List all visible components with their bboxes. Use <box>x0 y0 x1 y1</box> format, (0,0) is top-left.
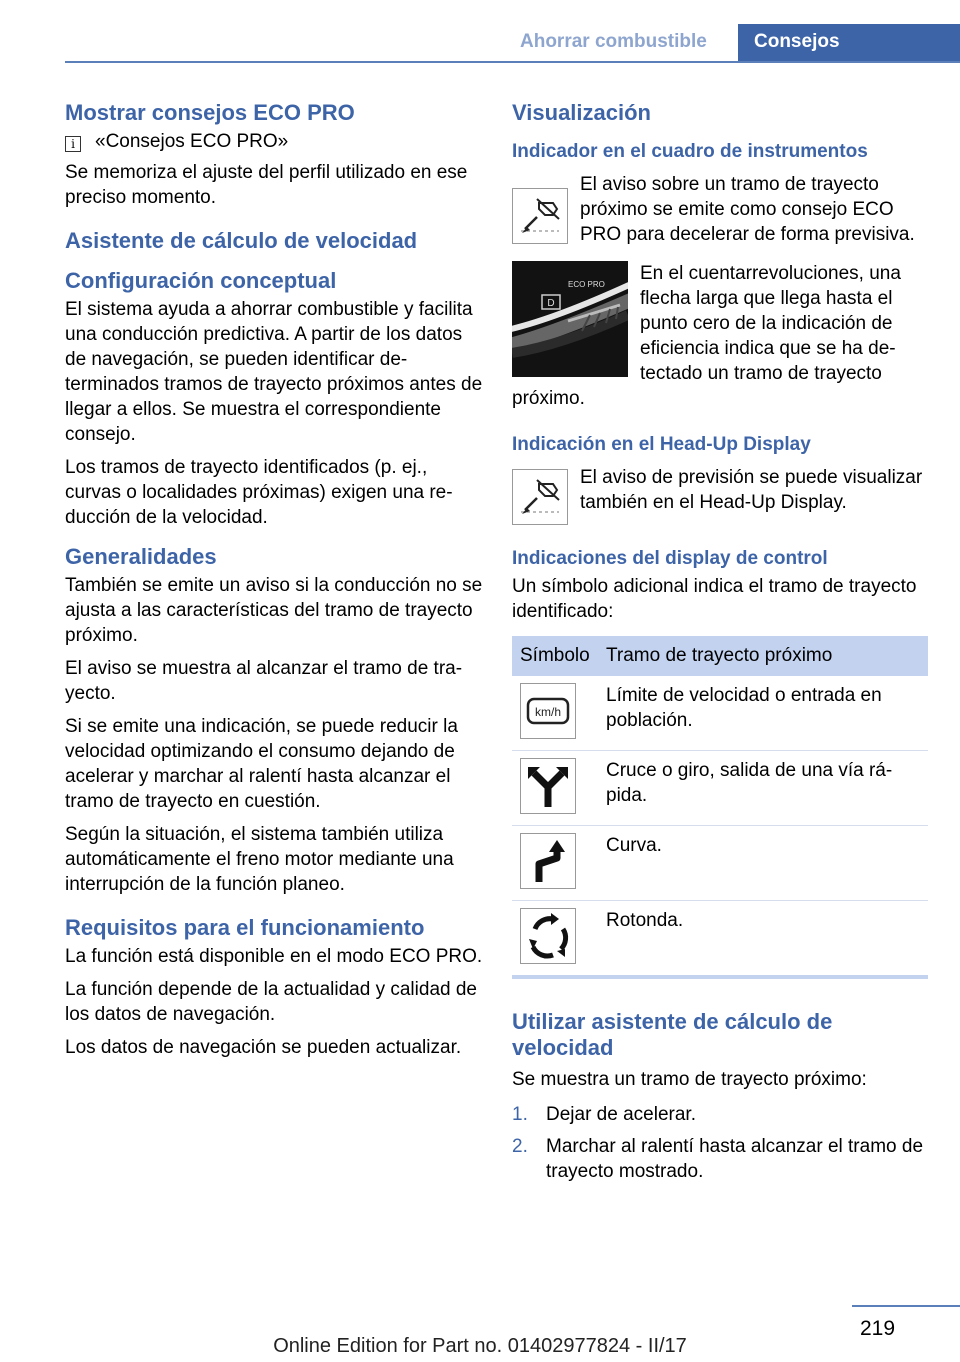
hud-row <box>512 465 928 525</box>
config-paragraph-2: Los tramos de trayecto identificados (p. ej., curvas o localidades próximas) exigen una reducción de la velocidad. <box>65 457 453 528</box>
consejos-menu-line <box>65 129 483 154</box>
list-item: 2. Marchar al ralentí hasta alcanzar el tramo de trayecto mostrado. <box>512 1136 924 1182</box>
general-paragraph-2: El aviso se muestra al alcanzar el tramo de trayecto. <box>65 658 463 704</box>
symbols-table <box>512 636 928 979</box>
table-cell-text: Cruce o giro, salida de una vía rápida. <box>598 751 928 826</box>
gear-indicator: D <box>547 298 555 309</box>
heading-configuracion: Configuración conceptual <box>65 268 337 293</box>
req-paragraph-1: La función está disponible en el modo ECO PRO. <box>65 946 483 967</box>
heading-requisitos: Requisitos para el funcionamiento <box>65 915 425 940</box>
table-cell-text: Límite de velocidad o entrada en población. <box>598 676 928 751</box>
hud-coasting-icon <box>512 469 568 525</box>
junction-fork-icon <box>520 758 576 814</box>
req-paragraph-2: La función depende de la actualidad y calidad de los datos de navegación. <box>65 979 477 1025</box>
right-column <box>512 100 928 1191</box>
table-header-row <box>512 636 928 676</box>
info-button-icon: i <box>65 136 81 152</box>
heading-utilizar: Utilizar asistente de cálculo de velocidad <box>512 1009 833 1060</box>
config-paragraph-1: El sistema ayuda a ahorrar combustible y facilita una conducción predictiva. A partir de los datos de navegación, se pueden identificar determinados tramos de trayecto próximos antes de llegar a ellos. Se muestra el correspondiente consejo. <box>65 299 483 445</box>
table-cell-text: Curva. <box>598 826 928 901</box>
coasting-warning-icon <box>512 188 568 244</box>
cuadro-paragraph-1: El aviso sobre un tramo de trayecto próximo se emite como consejo ECO PRO para decelerar de forma previsiva. <box>580 174 915 245</box>
curve-arrow-icon <box>520 833 576 889</box>
consejos-menu-text: «Consejos ECO PRO» <box>95 131 289 152</box>
svg-text:km/h: km/h <box>534 705 562 719</box>
heading-control: Indicaciones del display de control <box>512 548 828 569</box>
general-paragraph-3: Si se emite una indicación, se puede reducir la velocidad optimizando el consumo dejando de acelerar y marchar al ralentí hasta alcanzar el tramo de trayecto en cuestión. <box>65 716 458 812</box>
utilizar-paragraph: Se muestra un tramo de trayecto próximo: <box>512 1069 867 1090</box>
table-row <box>512 826 928 901</box>
eco-pro-label: ECO PRO <box>568 280 605 289</box>
edition-footer: Online Edition for Part no. 01402977824 - II/17 <box>273 1335 687 1357</box>
steps-list <box>512 1102 928 1184</box>
active-tab[interactable]: Consejos <box>738 24 960 62</box>
table-row <box>512 676 928 751</box>
page-number-rule <box>852 1305 960 1307</box>
general-paragraph-1: También se emite un aviso si la conducción no se ajusta a las características del tramo de trayecto próximo. <box>65 575 483 646</box>
section-tab[interactable]: Ahorrar combustible <box>520 31 707 52</box>
general-paragraph-4: Según la situación, el sistema también utiliza automáticamente el freno motor mediante una interrupción de la función planeo. <box>65 824 454 895</box>
table-cell-text: Rotonda. <box>598 901 928 978</box>
heading-visualizacion: Visualización <box>512 100 651 125</box>
table-row <box>512 901 928 978</box>
left-column <box>65 100 483 1060</box>
heading-mostrar-consejos: Mostrar consejos ECO PRO <box>65 100 355 125</box>
cuadro-row <box>512 172 928 247</box>
page-number: 219 <box>860 1317 896 1340</box>
list-item: 1. Dejar de acelerar. <box>512 1104 696 1125</box>
consejos-paragraph: Se memoriza el ajuste del perfil utilizado en ese preciso momento. <box>65 162 468 208</box>
table-row <box>512 751 928 826</box>
control-paragraph: Un símbolo adicional indica el tramo de trayecto identificado: <box>512 576 917 622</box>
col-header-tramo: Tramo de trayecto próximo <box>598 636 928 676</box>
heading-asistente: Asistente de cálculo de velocidad <box>65 228 418 253</box>
heading-generalidades: Generalidades <box>65 544 217 569</box>
heading-hud: Indicación en el Head-Up Display <box>512 434 811 455</box>
hud-paragraph: El aviso de previsión se puede visualizar también en el Head-Up Display. <box>580 467 923 513</box>
roundabout-icon <box>520 908 576 964</box>
tachometer-image <box>512 261 628 377</box>
speed-limit-kmh-icon <box>520 683 576 739</box>
cuadro-paragraph-2: En el cuentarrevoluciones, una flecha larga que llega hasta el punto cero de la indicación de eficiencia indica que se ha detectado un tramo de trayecto próximo. <box>512 263 901 409</box>
req-paragraph-3: Los datos de navegación se pueden actualizar. <box>65 1037 462 1058</box>
header-rule <box>65 61 960 63</box>
dash-block <box>512 261 928 411</box>
heading-cuadro: Indicador en el cuadro de instrumentos <box>512 141 868 162</box>
col-header-symbol: Símbolo <box>512 636 598 676</box>
